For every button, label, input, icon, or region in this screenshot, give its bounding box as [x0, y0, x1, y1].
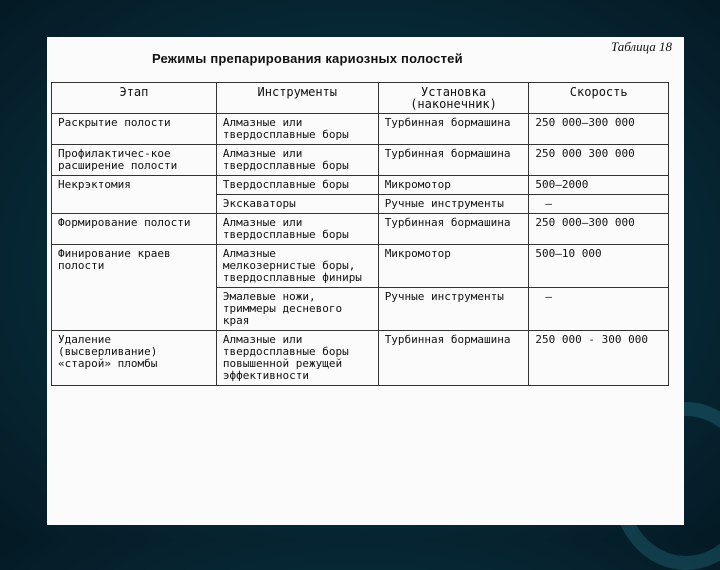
- device-cell: Турбинная бормашина: [378, 331, 529, 386]
- device-cell: Ручные инструменты: [378, 288, 529, 331]
- document-page: [47, 37, 684, 525]
- device-cell: Турбинная бормашина: [378, 214, 529, 245]
- table-row: [52, 176, 669, 195]
- speed-cell: 500–10 000: [529, 245, 669, 288]
- table-row: [52, 145, 669, 176]
- device-cell: Турбинная бормашина: [378, 145, 529, 176]
- device-cell: Микромотор: [378, 176, 529, 195]
- tool-cell: Эмалевые ножи, триммеры десневого края: [216, 288, 378, 331]
- stage-cell: Финирование краев полости: [52, 245, 217, 331]
- device-cell: Ручные инструменты: [378, 195, 529, 214]
- speed-cell: 250 000–300 000: [529, 214, 669, 245]
- speed-cell: –: [529, 288, 669, 331]
- speed-cell: –: [529, 195, 669, 214]
- table-row: [52, 114, 669, 145]
- stage-cell: Некрэктомия: [52, 176, 217, 214]
- table-title: Режимы препарирования кариозных полостей: [152, 51, 463, 66]
- stage-cell: Профилактичес-кое расширение полости: [52, 145, 217, 176]
- stage-cell: Раскрытие полости: [52, 114, 217, 145]
- header-row: [52, 83, 669, 114]
- table-row: [52, 331, 669, 386]
- tool-cell: Твердосплавные боры: [216, 176, 378, 195]
- speed-cell: 250 000 300 000: [529, 145, 669, 176]
- device-cell: Микромотор: [378, 245, 529, 288]
- tool-cell: Алмазные или твердосплавные боры: [216, 145, 378, 176]
- stage-cell: Формирование полости: [52, 214, 217, 245]
- tool-cell: Экскаваторы: [216, 195, 378, 214]
- header-tools: Инструменты: [216, 83, 378, 114]
- table-row: [52, 214, 669, 245]
- modes-table: [51, 82, 669, 386]
- table-row: [52, 245, 669, 288]
- stage-cell: Удаление (высверливание) «старой» пломбы: [52, 331, 217, 386]
- header-stage: Этап: [52, 83, 217, 114]
- speed-cell: 250 000–300 000: [529, 114, 669, 145]
- header-device: Установка (наконечник): [378, 83, 529, 114]
- speed-cell: 250 000 - 300 000: [529, 331, 669, 386]
- tool-cell: Алмазные или твердосплавные боры: [216, 214, 378, 245]
- speed-cell: 500–2000: [529, 176, 669, 195]
- table-caption: Таблица 18: [610, 39, 672, 54]
- tool-cell: Алмазные мелкозернистые боры, твердосплавные финиры: [216, 245, 378, 288]
- tool-cell: Алмазные или твердосплавные боры повышенной режущей эффективности: [216, 331, 378, 386]
- tool-cell: Алмазные или твердосплавные боры: [216, 114, 378, 145]
- header-speed: Скорость: [529, 83, 669, 114]
- device-cell: Турбинная бормашина: [378, 114, 529, 145]
